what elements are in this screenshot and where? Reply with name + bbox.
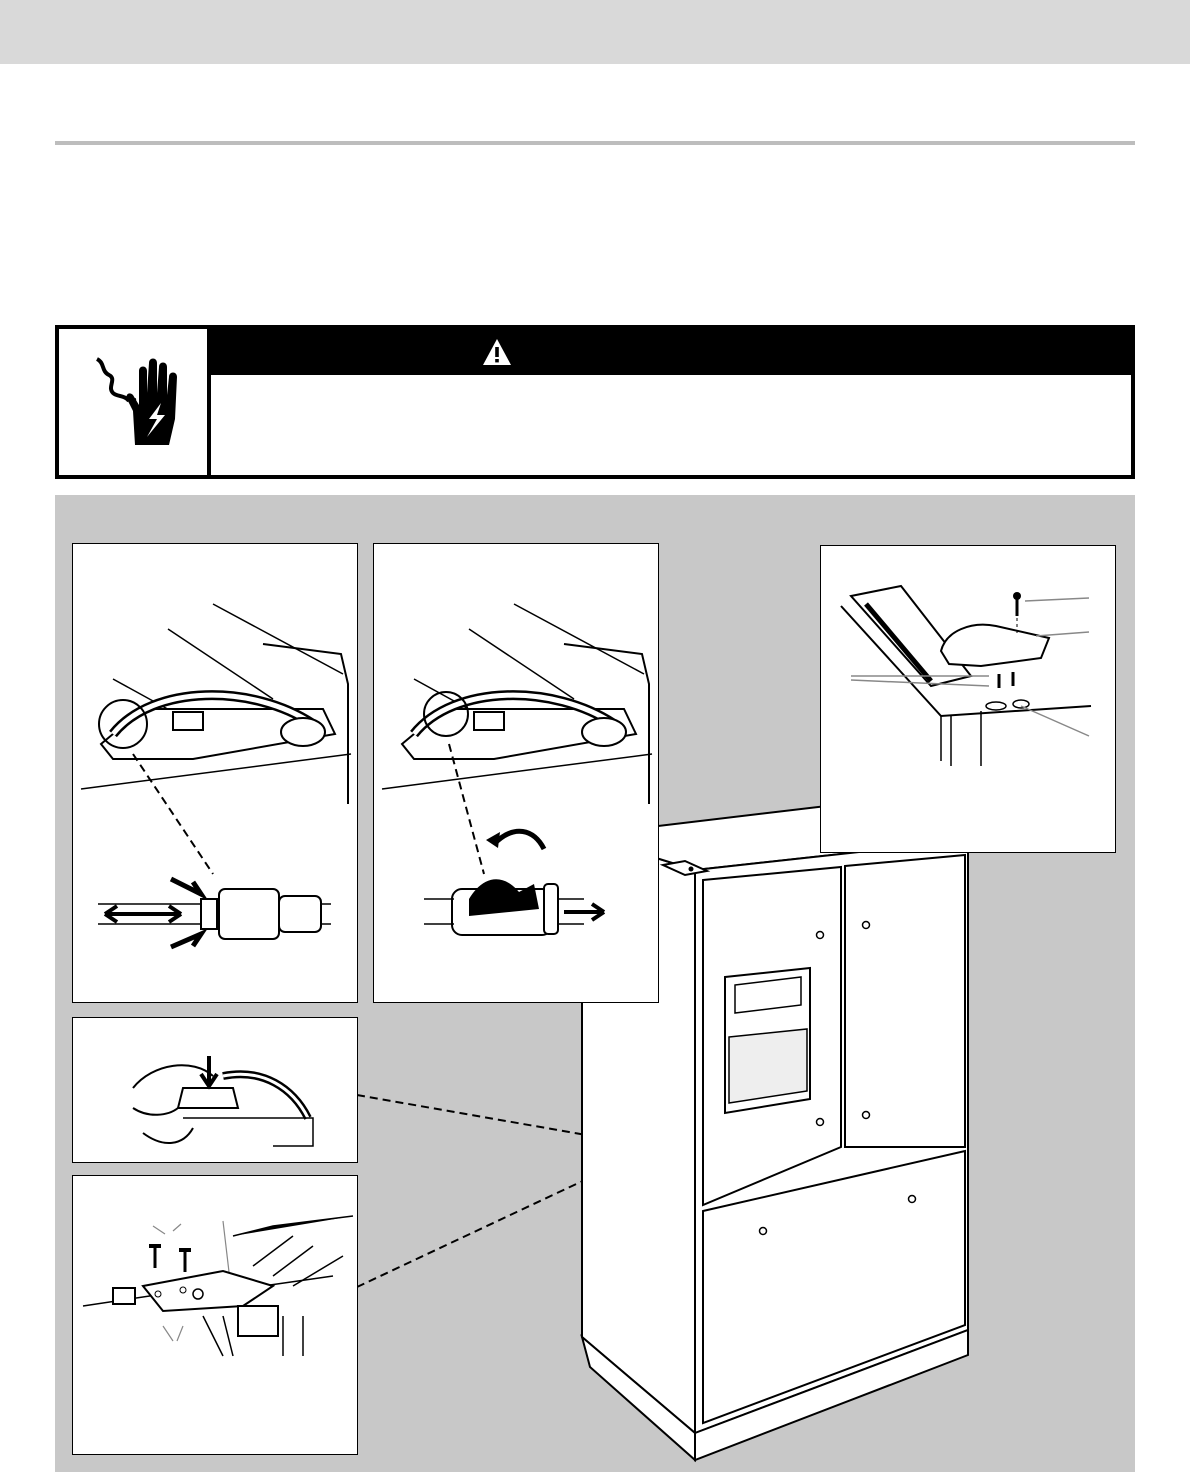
warning-box — [55, 325, 1135, 479]
panel-clip-removal — [373, 543, 659, 1003]
panel-coupling-disconnect — [72, 543, 358, 1003]
panel-hinge-cover — [820, 545, 1116, 853]
illustration-area — [55, 495, 1135, 1472]
panel-hinge-screws — [72, 1175, 358, 1455]
panel-wiring-harness — [72, 1017, 358, 1163]
water-line-clip-removal — [374, 544, 659, 1003]
water-line-coupling-disconnect — [73, 544, 358, 1003]
header-band — [0, 0, 1190, 64]
warning-icon-cell — [59, 329, 211, 475]
section-rule — [55, 141, 1135, 145]
electrical-shock-hand-icon — [83, 349, 183, 453]
top-hinge-cover-removal — [821, 546, 1116, 853]
warning-triangle-icon — [481, 337, 513, 367]
wiring-harness-disconnect — [73, 1018, 358, 1163]
warning-header — [211, 329, 1131, 375]
warning-body — [211, 375, 1131, 475]
top-hinge-screws — [73, 1176, 358, 1455]
